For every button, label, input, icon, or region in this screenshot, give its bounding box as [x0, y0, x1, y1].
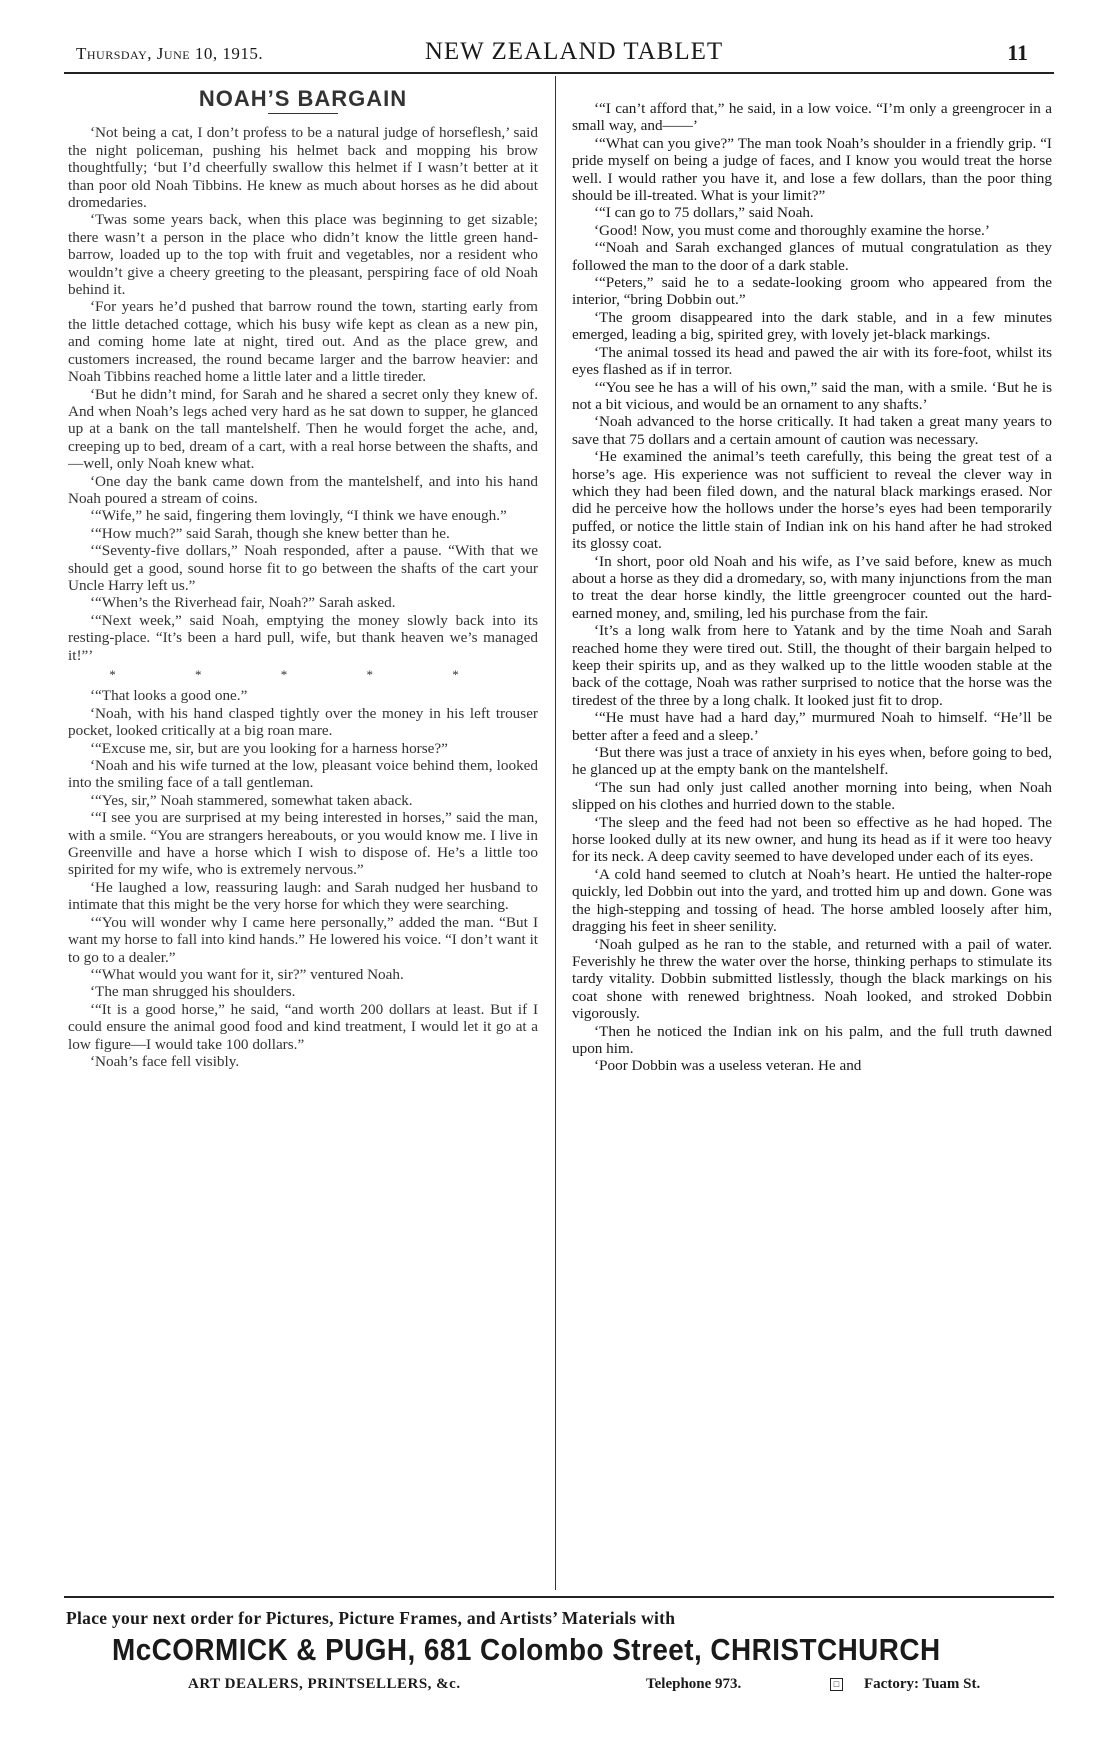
paragraph: ‘The animal tossed its head and pawed the air with its fore-foot, whilst its eyes flashed as if in terror. [572, 343, 1052, 379]
paragraph: ‘“Noah and Sarah exchanged glances of mutual congratulation as they followed the man to the door of a dark stable. [572, 239, 1052, 274]
article-column-left [68, 90, 538, 1590]
paragraph: ‘“What would you want for it, sir?” ventured Noah. [90, 965, 404, 983]
paragraph: ‘Not being a cat, I don’t profess to be a natural judge of horseflesh,’ said the night policeman, pushing his helmet back and mopping his brow thoughtfully; ‘but I’d cheerfully swallow this helmet if I wasn’t better at it than poor old Noah Tibbins. He knew as much about horses as he did about dromedaries. [68, 124, 538, 212]
column-divider [555, 76, 556, 1590]
paragraph: ‘“Peters,” said he to a sedate-looking groom who appeared from the interior, “bring Dobbin out.” [572, 274, 1052, 309]
paragraph: ‘“What can you give?” The man took Noah’s shoulder in a friendly grip. “I pride myself on being a judge of faces, and I know you would treat the horse well. I would rather you have it, and lose a few dollars, than the poor thing should be ill-treated. What is your limit?” [572, 134, 1052, 205]
paragraph: ‘For years he’d pushed that barrow round the town, starting early from the little detached cottage, which his busy wife kept as clean as a new pin, and coming home late at night, tired out. And as the place grew, and customers increased, the round became larger and the barrow heavier: and Noah Tibbins reached home a little later and a little tireder. [68, 298, 538, 386]
paragraph: ‘“I see you are surprised at my being interested in horses,” said the man, with a smile. “You are strangers hereabouts, or you would know me. I live in Greenville and have a horse which I wish to dispose of. He’s a little too spirited for my wife, who is extremely nervous.” [68, 809, 538, 879]
paragraph: ‘Poor Dobbin was a useless veteran. He and [594, 1057, 862, 1075]
paragraph: ‘“Next week,” said Noah, emptying the money slowly back into its resting-place. “It’s been a hard pull, wife, but thank heaven we’s managed it!”’ [68, 611, 538, 664]
paragraph: ‘He laughed a low, reassuring laugh: and Sarah nudged her husband to intimate that this might be the very horse for which they were searching. [68, 878, 538, 914]
paragraph: ‘“When’s the Riverhead fair, Noah?” Sarah asked. [90, 594, 396, 612]
advertisement-rule [64, 1596, 1054, 1598]
title-rule [268, 113, 338, 114]
ad-trade: ART DEALERS, PRINTSELLERS, &c. [188, 1676, 461, 1692]
paragraph: ‘“That looks a good one.” [90, 687, 248, 705]
paragraph: ‘“Wife,” he said, fingering them lovingly, “I think we have enough.” [90, 507, 507, 525]
page-header [64, 38, 1040, 68]
paragraph: ‘Noah advanced to the horse critically. It had taken a great many years to save that 75 dollars and a certain amount of caution was necessary. [572, 413, 1052, 448]
paragraph: ‘But there was just a trace of anxiety in his eyes when, before going to bed, he glanced up at the empty bank on the mantelshelf. [572, 744, 1052, 779]
paragraph: ‘“Yes, sir,” Noah stammered, somewhat taken aback. [90, 791, 413, 809]
paragraph: ‘Noah gulped as he ran to the stable, and returned with a pail of water. Feverishly he threw the water over the horse, thinking perhaps to stimulate its tardy vitality. Dobbin submitted listlessly, though the black markings on his coat shone with renewed brightness. Noah looked, and stroked Dobbin vigorously. [572, 935, 1052, 1023]
paragraph: ‘“You see he has a will of his own,” said the man, with a smile. ‘But he is not a bit vicious, and would be an ornament to any shafts.’ [572, 378, 1052, 413]
ad-tagline: Place your next order for Pictures, Picture Frames, and Artists’ Materials with [66, 1608, 676, 1628]
section-break-stars: * * * * * [109, 667, 497, 682]
paragraph: ‘A cold hand seemed to clutch at Noah’s heart. He untied the halter-rope quickly, led Dobbin out into the yard, and trotted him up and down. Gone was the high-stepping and tossing of head. The horse ambled loosely after him, dragging his feet in sheer senility. [572, 865, 1052, 936]
paragraph: ‘Noah’s face fell visibly. [90, 1052, 240, 1070]
paragraph: ‘The sleep and the feed had not been so effective as he had hoped. The horse looked dully at its new owner, and hung its head as if it were too heavy for its neck. A deep cavity seemed to have developed under each of its eyes. [572, 813, 1052, 866]
advertisement [64, 1604, 1054, 1714]
article-title: NOAH’S BARGAIN [198, 90, 408, 111]
ad-factory: Factory: Tuam St. [864, 1676, 981, 1692]
paragraph: ‘The man shrugged his shoulders. [90, 983, 296, 1001]
newspaper-title: NEW ZEALAND TABLET [424, 38, 724, 65]
paragraph: ‘It’s a long walk from here to Yatank and by the time Noah and Sarah reached home they were tired out. Still, the thought of their bargain helped to keep their spirits up, and as they walked up to the little wooden stable at the back of the cottage, Noah was rather surprised to notice that the horse was the tiredest of the three by a long chalk. It looked just fit to drop. [572, 622, 1052, 709]
paragraph: ‘Noah, with his hand clasped tightly over the money in his left trouser pocket, looked critically at a big roan mare. [68, 704, 538, 740]
paragraph: ‘“You will wonder why I came here personally,” added the man. “But I want my horse to fall into kind hands.” He lowered his voice. “I don’t want it to go to a dealer.” [68, 913, 538, 966]
header-rule [64, 72, 1054, 74]
paragraph: ‘The sun had only just called another morning into being, when Noah slipped on his clothes and hurried down to the stable. [572, 778, 1052, 814]
article-column-right [572, 100, 1052, 1600]
paragraph: ‘“Seventy-five dollars,” Noah responded, after a pause. “With that we should get a good, sound horse fit to go between the shafts of the cart your Uncle Harry left us.” [68, 542, 538, 594]
ad-telephone: Telephone 973. [646, 1676, 742, 1692]
paragraph: ‘“It is a good horse,” he said, “and worth 200 dollars at least. But if I could ensure the animal good food and kind treatment, I would let it go at a low figure—I would take 100 dollars.” [68, 1000, 538, 1053]
paragraph: ‘The groom disappeared into the dark stable, and in a few minutes emerged, leading a big, spirited grey, with lovely jet-black markings. [572, 308, 1052, 344]
issue-date: Thursday, June 10, 1915. [76, 44, 264, 63]
paragraph: ‘In short, poor old Noah and his wife, as I’ve said before, knew as much about a horse as they did a dromedary, so, with many injunctions from the man to treat the dear horse kindly, the little greengrocer counted out the hard-earned money, and, smiling, led his purchase from the fair. [572, 552, 1052, 622]
paragraph: ‘“Excuse me, sir, but are you looking for a harness horse?” [90, 739, 448, 757]
paragraph: ‘“I can’t afford that,” he said, in a low voice. “I’m only a greengrocer in a small way, and——’ [572, 100, 1052, 135]
paragraph: ‘Noah and his wife turned at the low, pleasant voice behind them, looked into the smiling face of a tall gentleman. [68, 757, 538, 792]
paragraph: ‘One day the bank came down from the mantelshelf, and into his hand Noah poured a stream of coins. [68, 472, 538, 507]
paragraph: ‘Good! Now, you must come and thoroughly examine the horse.’ [594, 221, 990, 239]
paragraph: ‘He examined the animal’s teeth carefully, this being the great test of a horse’s age. His experience was not sufficient to reveal the clever way in which they had been filed down, and the natural black markings erased. Nor did he perceive how the hollows under the horse’s eyes had been temporarily puffed, or notice the little stain of Indian ink on his hand after he had stroked its glossy coat. [572, 448, 1052, 553]
paragraph: ‘“He must have had a hard day,” murmured Noah to himself. “He’ll be better after a feed and a sleep.’ [572, 709, 1052, 744]
paragraph: ‘Twas some years back, when this place was beginning to get sizable; there wasn’t a person in the place who didn’t know the little green hand-barrow, loaded up to the top with fruit and vegetables, nor a resident who wouldn’t give a cheery greeting to the pleasant, perspiring face of old Noah behind it. [68, 211, 538, 299]
ad-company-address: McCORMICK & PUGH, 681 Colombo Street, CHRISTCHURCH [112, 1632, 941, 1667]
page-number: 11 [1007, 40, 1028, 65]
paragraph: ‘“I can go to 75 dollars,” said Noah. [594, 204, 814, 222]
paragraph: ‘“How much?” said Sarah, though she knew better than he. [90, 524, 450, 542]
paragraph: ‘But he didn’t mind, for Sarah and he shared a secret only they knew of. And when Noah’s legs ached very hard as he sat down to supper, he glanced up at a bank on the tall mantelshelf. Then he would forget the ache, and, creeping up to bed, dream of a cart, with a real horse between the shafts, and—well, only Noah knew what. [68, 385, 538, 473]
box-icon: □ [830, 1678, 843, 1691]
paragraph: ‘Then he noticed the Indian ink on his palm, and the full truth dawned upon him. [572, 1022, 1052, 1057]
